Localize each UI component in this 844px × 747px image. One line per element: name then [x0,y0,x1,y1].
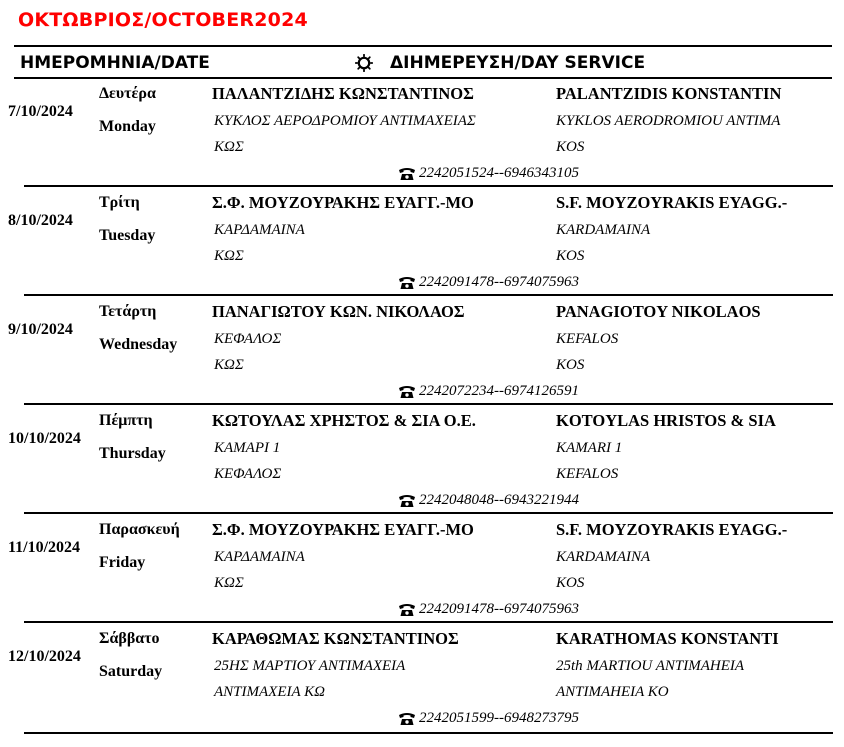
address-english-line2: KOS [556,139,585,155]
address-english-line1: KEFALOS [556,331,619,347]
row-divider [24,732,833,734]
table-header [14,52,832,76]
address-greek-line1: ΚΑΡΔΑΜΑΙΝΑ [214,222,305,238]
entry-date: 8/10/2024 [8,212,73,229]
address-greek-line2: ΚΩΣ [214,575,244,591]
pharmacy-name-greek: Σ.Φ. ΜΟΥΖΟΥΡΑΚΗΣ ΕΥΑΓΓ.-ΜΟ [212,520,474,539]
row-divider [24,294,833,296]
phone-line [398,601,579,618]
address-english-line1: KYKLOS AERODROMIOU ANTIMA [556,113,781,129]
address-greek-line2: ΚΩΣ [214,357,244,373]
pharmacy-name-english: S.F. MOYZOYRAKIS EYAGG.- [556,193,788,212]
list-item [0,520,844,629]
address-greek-line1: 25ΗΣ ΜΑΡΤΙΟΥ ΑΝΤΙΜΑΧΕΙΑ [214,658,406,674]
header-bottom-rule [14,77,832,79]
address-english-line2: KOS [556,357,585,373]
row-divider [24,621,833,623]
row-divider [24,512,833,514]
row-divider [24,185,833,187]
phone-line [398,383,579,400]
entry-day-greek: Τετάρτη [99,303,157,320]
entry-day-greek: Δευτέρα [99,85,156,102]
entry-day-english: Wednesday [99,336,178,353]
service-column-label: ΔΙΗΜΕΡΕΥΣΗ/DAY SERVICE [390,53,646,73]
entry-date: 9/10/2024 [8,321,73,338]
address-english-line2: ANTIMAHEIA KO [556,684,669,700]
telephone-icon [398,494,416,508]
entry-day-english: Tuesday [99,227,156,244]
telephone-icon [398,712,416,726]
service-column-header [355,53,645,73]
address-english-line2: KOS [556,248,585,264]
pharmacy-name-greek: Σ.Φ. ΜΟΥΖΟΥΡΑΚΗΣ ΕΥΑΓΓ.-ΜΟ [212,193,474,212]
list-item [0,193,844,302]
list-item [0,629,844,738]
pharmacy-name-greek: ΠΑΛΑΝΤΖΙΔΗΣ ΚΩΝΣΤΑΝΤΙΝΟΣ [212,84,474,103]
address-greek-line1: ΚΥΚΛΟΣ ΑΕΡΟΔΡΟΜΙΟΥ ΑΝΤΙΜΑΧΕΙΑΣ [214,113,476,129]
page-title: ΟΚΤΩΒΡΙΟΣ/OCTOBER2024 [18,9,308,31]
address-greek-line1: ΚΕΦΑΛΟΣ [214,331,282,347]
sun-icon [355,54,373,72]
address-english-line1: KARDAMAINA [556,222,651,238]
header-top-rule [14,45,832,47]
phone-numbers: 2242051599--6948273795 [419,710,579,726]
phone-line [398,710,579,727]
entry-day-greek: Τρίτη [99,194,140,211]
list-item [0,411,844,520]
address-greek-line1: ΚΑΜΑΡΙ 1 [214,440,281,456]
date-column-header: ΗΜΕΡΟΜΗΝΙΑ/DATE [20,53,210,73]
pharmacy-name-english: PANAGIOTOY NIKOLAOS [556,302,761,321]
address-english-line2: KEFALOS [556,466,619,482]
phone-numbers: 2242072234--6974126591 [419,383,579,399]
address-english-line1: 25th MARTIOU ANTIMAHEIA [556,658,745,674]
address-greek-line2: ΚΩΣ [214,139,244,155]
pharmacy-name-english: KARATHOMAS KONSTANTI [556,629,779,648]
row-divider [24,403,833,405]
entry-day-english: Saturday [99,663,163,680]
pharmacy-name-greek: ΠΑΝΑΓΙΩΤΟΥ ΚΩΝ. ΝΙΚΟΛΑΟΣ [212,302,465,321]
telephone-icon [398,385,416,399]
phone-line [398,274,579,291]
list-item [0,302,844,411]
pharmacy-name-greek: ΚΩΤΟΥΛΑΣ ΧΡΗΣΤΟΣ & ΣΙΑ Ο.Ε. [212,411,476,430]
phone-numbers: 2242051524--6946343105 [419,165,579,181]
phone-line [398,165,579,182]
phone-line [398,492,579,509]
entry-day-english: Monday [99,118,156,135]
pharmacy-name-english: PALANTZIDIS KONSTANTIN [556,84,782,103]
entry-date: 12/10/2024 [8,648,81,665]
pharmacy-name-greek: ΚΑΡΑΘΩΜΑΣ ΚΩΝΣΤΑΝΤΙΝΟΣ [212,629,459,648]
pharmacy-name-english: KOTOYLAS HRISTOS & SIA [556,411,776,430]
entry-day-greek: Πέμπτη [99,412,153,429]
list-item [0,84,844,193]
pharmacy-name-english: S.F. MOYZOYRAKIS EYAGG.- [556,520,788,539]
entry-day-greek: Παρασκευή [99,521,180,538]
phone-numbers: 2242091478--6974075963 [419,274,579,290]
address-english-line1: KAMARI 1 [556,440,623,456]
address-greek-line2: ΚΩΣ [214,248,244,264]
address-greek-line2: ΚΕΦΑΛΟΣ [214,466,282,482]
telephone-icon [398,603,416,617]
address-english-line2: KOS [556,575,585,591]
phone-numbers: 2242091478--6974075963 [419,601,579,617]
entry-day-greek: Σάββατο [99,630,160,647]
entry-day-english: Thursday [99,445,166,462]
entry-date: 10/10/2024 [8,430,81,447]
address-greek-line2: ΑΝΤΙΜΑΧΕΙΑ ΚΩ [214,684,325,700]
phone-numbers: 2242048048--6943221944 [419,492,579,508]
address-greek-line1: ΚΑΡΔΑΜΑΙΝΑ [214,549,305,565]
entry-day-english: Friday [99,554,146,571]
entry-date: 11/10/2024 [8,539,81,556]
telephone-icon [398,167,416,181]
telephone-icon [398,276,416,290]
entry-date: 7/10/2024 [8,103,73,120]
address-english-line1: KARDAMAINA [556,549,651,565]
